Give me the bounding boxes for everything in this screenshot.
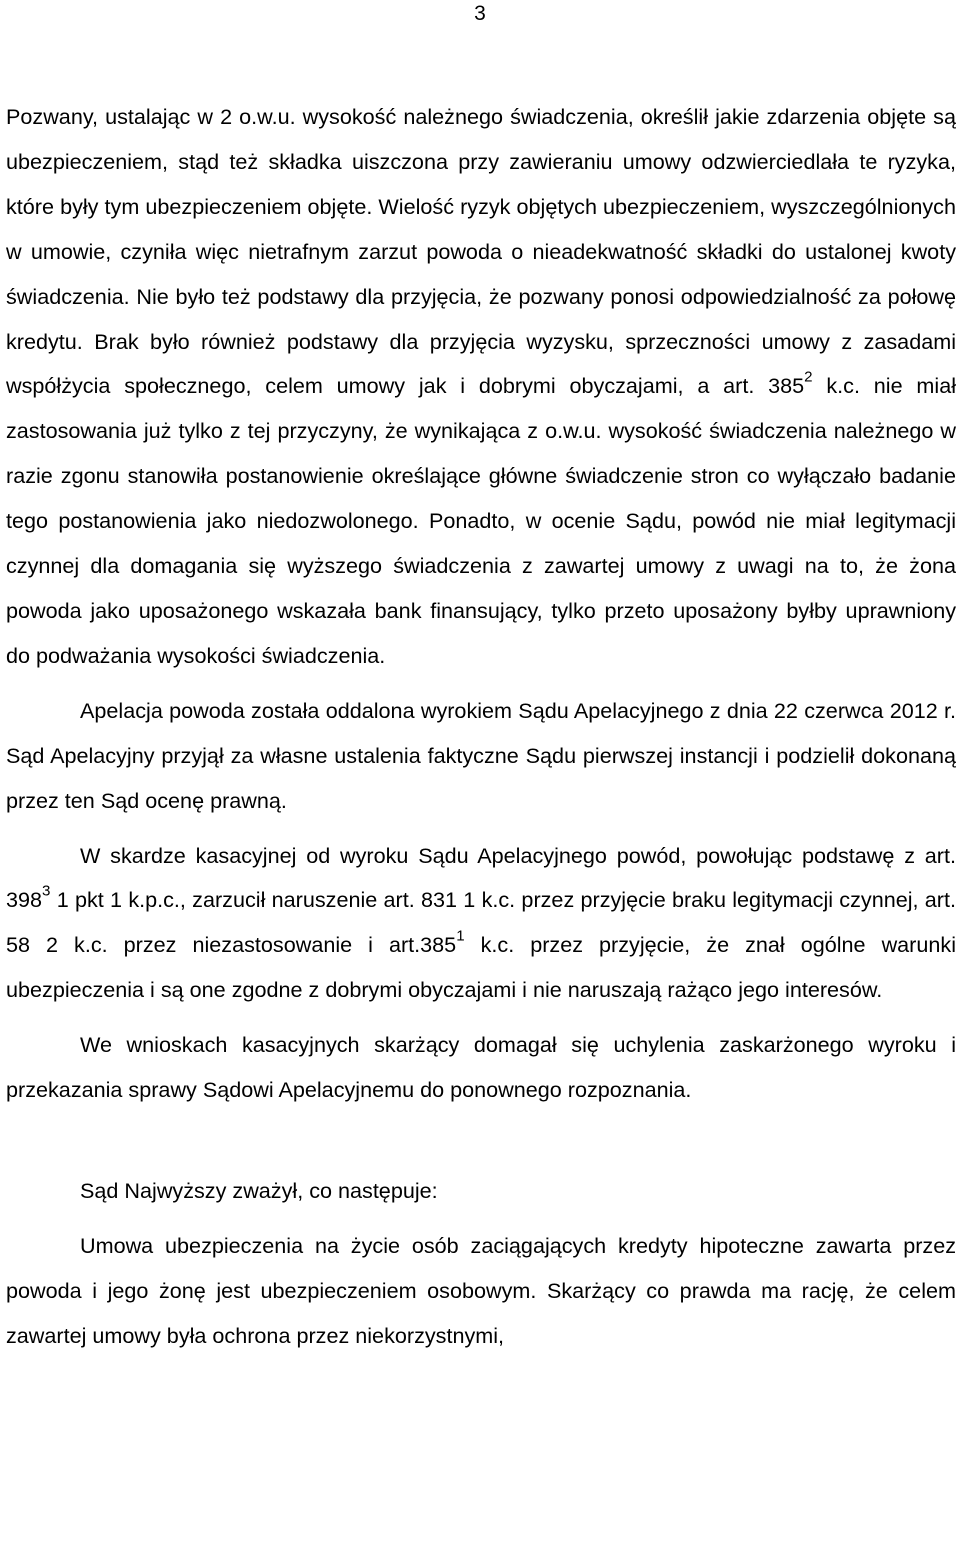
paragraph-text: W skardze kasacyjnej od wyroku Sądu Apelacyjnego powód, powołując podstawę z art. 398 [6,842,956,913]
superscript: 1 [456,927,465,945]
document-body [6,95,956,1359]
paragraph-cassation-complaint [6,834,956,1014]
paragraph-insurance-contract: Umowa ubezpieczenia na życie osób zaciągających kredyty hipoteczne zawarta przez powoda i jego żonę jest ubezpieczeniem osobowym. Skarżący co prawda ma rację, że celem zawartej umowy była ochrona przez niekorzystnymi, [6,1232,956,1348]
page-number: 3 [474,2,486,25]
paragraph-text: 1 pkt 1 k.p.c., zarzucił naruszenie art. 831 1 k.c. przez przyjęcie braku legitymacji czynnej, art. 58 2 k.c. przez niezastosowanie i art.385 [6,887,956,958]
paragraph-text: k.c. przez przyjęcie, że znał ogólne warunki ubezpieczenia i są one zgodne z dobrymi obyczajami i nie naruszają rażąco jego interesów. [6,932,956,1003]
superscript: 2 [804,369,813,387]
paragraph-defendant-findings [6,95,956,679]
paragraph-court-considered: Sąd Najwyższy zważył, co następuje: [80,1177,438,1203]
superscript: 3 [42,883,51,901]
paragraph-appeal: Apelacja powoda została oddalona wyrokiem Sądu Apelacyjnego z dnia 22 czerwca 2012 r. Sąd Apelacyjny przyjął za własne ustalenia faktyczne Sądu pierwszej instancji i podzielił dokonaną przez ten Sąd ocenę prawną. [6,697,956,813]
paragraph-text: k.c. nie miał zastosowania już tylko z tej przyczyny, że wynikająca z o.w.u. wysokość świadczenia należnego w razie zgonu stanowiła postanowienie określające główne świadczenie stron co wyłączało badanie tego postanowienia jako niedozwolonego. Ponadto, w ocenie Sądu, powód nie miał legitymacji czynnej dla domagania się wyższego świadczenia z zawartej umowy z uwagi na to, że żona powoda jako uposażonego wskazała bank finansujący, tylko przeto uposażony byłby uprawniony do podważania wysokości świadczenia. [6,373,956,668]
paragraph-text: Pozwany, ustalając w 2 o.w.u. wysokość należnego świadczenia, określił jakie zdarzenia objęte są ubezpieczeniem, stąd też składka uiszczona przy zawieraniu umowy odzwierciedlała te ryzyka, które były tym ubezpieczeniem objęte. Wielość ryzyk objętych ubezpieczeniem, wyszczególnionych w umowie, czyniła więc nietrafnym zarzut powoda o nieadekwatność składki do ustalonej kwoty świadczenia. Nie było też podstawy dla przyjęcia, że pozwany ponosi odpowiedzialność za połowę kredytu. Brak było również podstawy dla przyjęcia wyzysku, sprzeczności umowy z zasadami współżycia społecznego, celem umowy jak i dobrymi obyczajami, a art. 385 [6,104,956,399]
paragraph-cassation-motions: We wnioskach kasacyjnych skarżący domagał się uchylenia zaskarżonego wyroku i przekazania sprawy Sądowi Apelacyjnemu do ponownego rozpoznania. [6,1032,956,1103]
